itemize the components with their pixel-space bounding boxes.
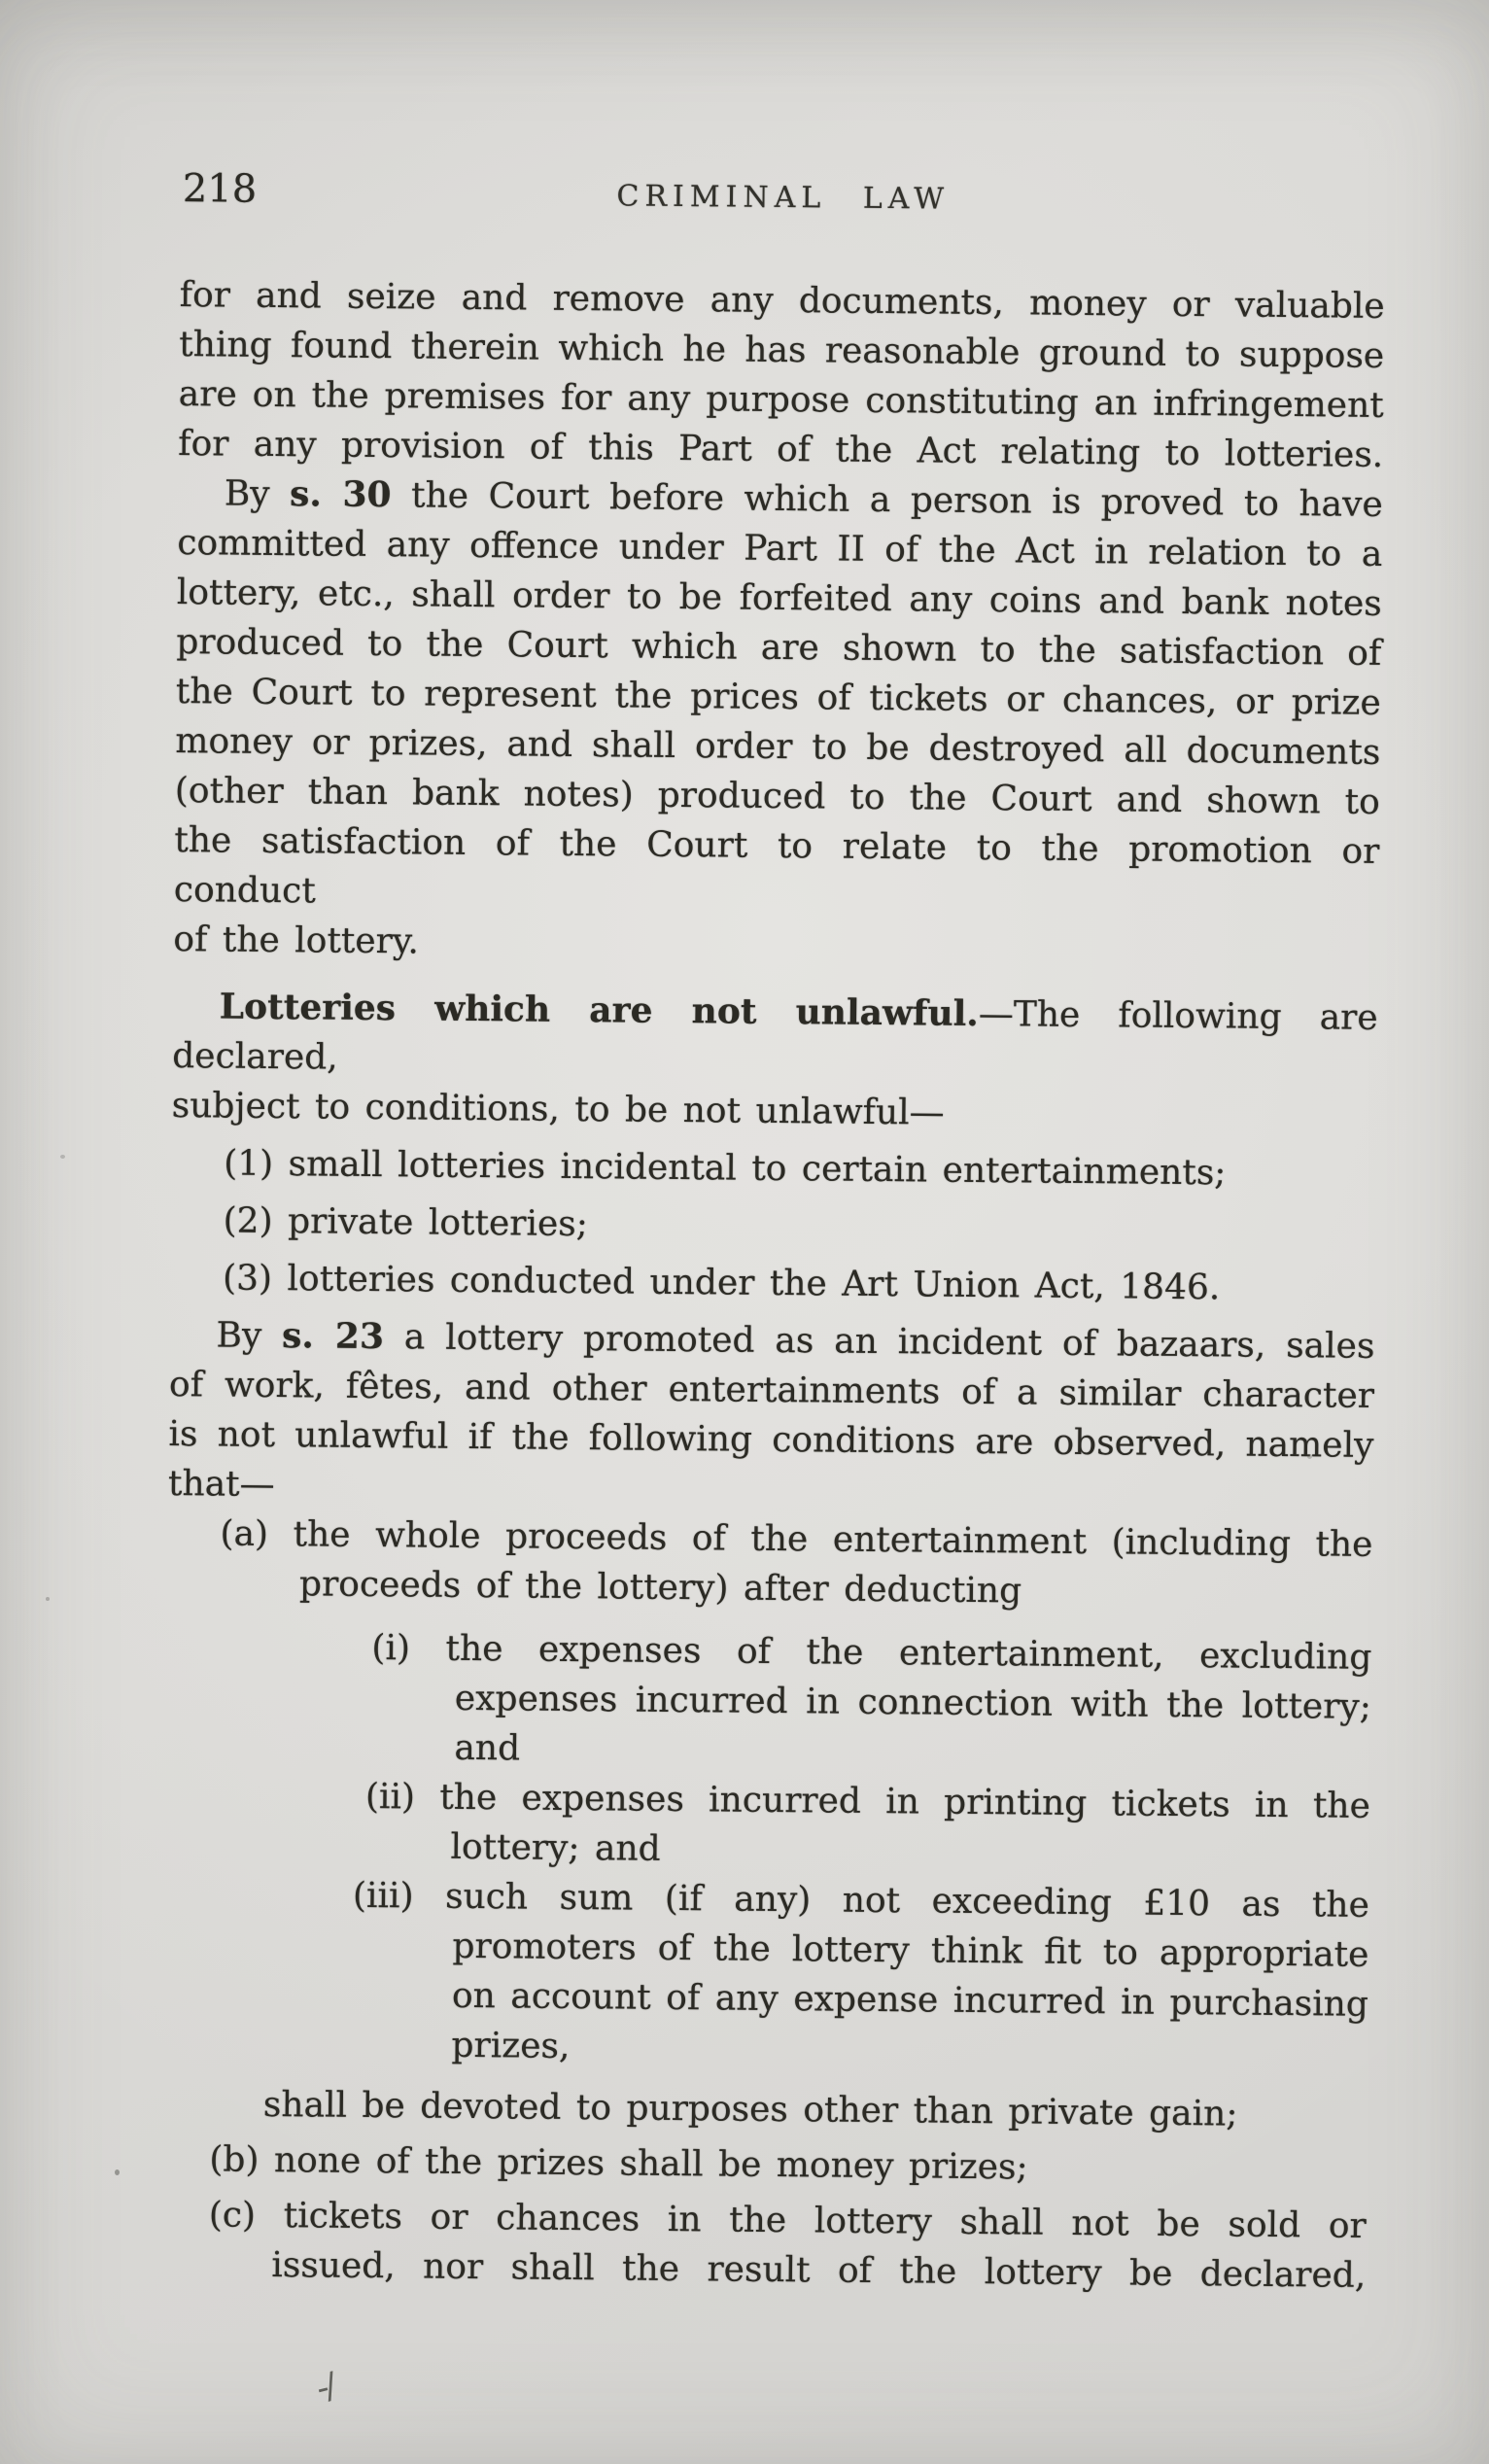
text-line: (c) tickets or chances in the lottery shall not be sold or (208, 2195, 1367, 2246)
text-line: subject to conditions, to be not unlawful— (171, 1086, 945, 1133)
text-line: (ii) the expenses incurred in printing tickets in the (364, 1776, 1371, 1826)
text-line: (3) lotteries conducted under the Art Union Act, 1846. (222, 1258, 1221, 1308)
text-line: expenses incurred in connection with the lottery; (454, 1678, 1372, 1727)
text-line: the Court to represent the prices of tickets or chances, or prize (175, 672, 1381, 723)
text-line: of the lottery. (173, 920, 420, 962)
text-body (160, 270, 1385, 2301)
text-line: (iii) such sum (if any) not exceeding £10 as the (352, 1875, 1370, 1926)
scan-speck (60, 1155, 65, 1159)
scan-speck (1307, 1454, 1312, 1459)
clause-shall-be-devoted (263, 2080, 1368, 2140)
paragraph-section-23 (168, 1310, 1375, 1520)
text-line: promoters of the lottery think fit to appropriate (452, 1926, 1369, 1975)
text-line: (b) none of the prizes shall be money prizes; (209, 2139, 1028, 2188)
list-item-b (209, 2134, 1367, 2195)
list-item-i (165, 1621, 1371, 1782)
heading-lotteries-not-unlawful (172, 982, 1378, 1142)
list-item-ii (164, 1770, 1370, 1881)
paragraph-section-30 (173, 469, 1383, 976)
text-line: produced to the Court which are shown to the satisfaction of (176, 622, 1382, 674)
text-line: lottery, etc., shall order to be forfeited any coins and bank notes (176, 573, 1382, 624)
text-line: lottery; and (450, 1826, 661, 1869)
text-line: By s. 30 the Court before which a person is proved to have (224, 473, 1383, 525)
text-line: committed any offence under Part II of the Act in relation to a (177, 523, 1383, 574)
text-line: issued, nor shall the result of the lottery be declared, (271, 2245, 1367, 2296)
text-line: for and seize and remove any documents, money or valuable (179, 275, 1385, 327)
pencil-mark: -/ (312, 2366, 338, 2410)
scan-speck (115, 2169, 120, 2175)
text-line: on account of any expense incurred in purchasing (451, 1975, 1369, 2025)
scan-speck (46, 1597, 50, 1601)
text-line: proceeds of the lottery) after deducting (298, 1564, 1022, 1612)
text-line: the satisfaction of the Court to relate to the promotion or conduct (173, 820, 1380, 912)
list-item-3 (223, 1254, 1375, 1314)
text-line: and (454, 1727, 521, 1769)
list-item-iii (162, 1869, 1369, 2079)
running-title: CRIMINAL LAW (616, 179, 951, 217)
text-line: (i) the expenses of the entertainment, excluding (371, 1628, 1372, 1678)
page-header (180, 167, 1385, 235)
page-content (160, 167, 1386, 2301)
text-line: of work, fêtes, and other entertainments of a similar character (168, 1364, 1375, 1416)
list-item-2 (223, 1197, 1375, 1257)
text-line: shall be devoted to purposes other than private gain; (262, 2084, 1238, 2134)
text-line: for any provision of this Part of the Act relating to lotteries. (178, 424, 1384, 475)
list-item-1 (224, 1139, 1376, 1199)
list-item-a (167, 1509, 1373, 1619)
text-line: (1) small lotteries incidental to certain entertainments; (223, 1143, 1227, 1194)
text-line: (other than bank notes) produced to the Court and shown to (174, 771, 1381, 822)
text-line: Lotteries which are not unlawful.—The following are declared, (172, 986, 1378, 1078)
list-item-c (160, 2190, 1367, 2301)
text-line: are on the premises for any purpose constituting an infringement (178, 374, 1384, 426)
paragraph-continuation (178, 270, 1385, 480)
text-line: (2) private lotteries; (223, 1200, 589, 1245)
text-line: prizes, (451, 2025, 571, 2066)
text-line: (a) the whole proceeds of the entertainment (including the (220, 1513, 1373, 1565)
text-line: that— (167, 1463, 275, 1506)
text-line: thing found therein which he has reasonable ground to suppose (179, 325, 1385, 376)
text-line: By s. 23 a lottery promoted as an incident of bazaars, sales (216, 1315, 1375, 1367)
page-number: 218 (182, 166, 258, 212)
text-line: money or prizes, and shall order to be destroyed all documents (175, 721, 1381, 773)
text-line: is not unlawful if the following conditions are observed, namely (168, 1413, 1374, 1466)
